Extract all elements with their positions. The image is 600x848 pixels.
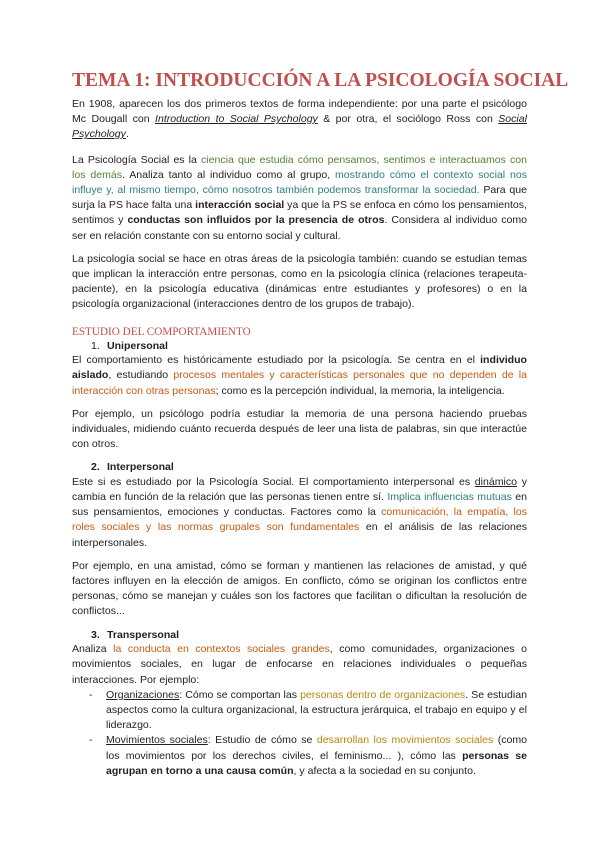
bullet-highlight: personas dentro de organizaciones	[300, 688, 466, 701]
inter-text-3: en sus pensamientos, emociones y conductas. Factores como la	[72, 491, 527, 519]
subsection-number: 2.	[91, 461, 100, 474]
def-bold-1: interacción social	[195, 199, 285, 212]
bullet-text-3: , y afecta a la sociedad en su conjunto.	[293, 764, 476, 777]
bullet-dash: -	[89, 688, 93, 701]
bullet-term: Organizaciones	[106, 688, 180, 701]
bullet-text	[106, 688, 527, 734]
inter-highlight-1: Implica influencias mutuas	[387, 491, 512, 504]
def-bold-2: conductas son influidos por la presencia de otros	[127, 214, 385, 227]
def-text-5: . Considera al individuo como ser en relación constante con su entorno social y cultural.	[72, 214, 527, 242]
bullet-text-2: (como los movimientos por los derechos civiles, el feminismo... ), cómo las	[106, 734, 528, 762]
def-highlight-1: ciencia que estudia cómo pensamos, sentimos e interactuamos con los demás	[72, 153, 528, 181]
trans-highlight-1: la conducta en contextos sociales grandes	[113, 643, 330, 656]
bullet-movimientos-sociales	[72, 733, 527, 779]
intro-text-2: & por otra, el sociólogo Ross con	[317, 113, 499, 126]
def-text-4: ya que la PS se enfoca en cómo los pensamientos, sentimos y	[72, 199, 527, 227]
bullet-highlight: desarrollan los movimientos sociales	[316, 734, 494, 747]
inter-highlight-2: comunicación, la empatía, los roles sociales y las normas grupales son fundamentales	[72, 506, 527, 534]
unipersonal-example: Por ejemplo, un psicólogo podría estudiar la memoria de una persona haciendo pruebas individuales, midiendo cuánto recuerda después de leer una lista de palabras, sin que interactúe con otros.	[72, 407, 527, 451]
def-text-1: La Psicología Social es la	[72, 153, 202, 166]
inter-text-2: y cambia en función de la relación que las personas tienen entre sí.	[72, 475, 527, 504]
subsection-number: 3.	[91, 628, 100, 641]
subsection-label: Transpersonal	[107, 628, 180, 641]
bullet-term: Movimientos sociales	[106, 734, 208, 747]
areas-paragraph: La psicología social se hace en otras áreas de la psicología también: cuando se estudian temas que implican la interacción entre personas, como en la psicología clínica (relaciones terapeuta-paciente), en la psicología educativa (dinámicas entre estudiantes y profesores) o en la psicología organizacional (interacciones dentro de los grupos de trabajo).	[72, 252, 527, 311]
intro-text-3: .	[125, 128, 129, 141]
interpersonal-paragraph	[72, 475, 527, 551]
unipersonal-paragraph	[72, 353, 527, 399]
uni-bold-1: individuo aislado	[72, 354, 527, 382]
bullet-text	[106, 733, 527, 779]
def-text-3: Para que surja la PS hace falta una	[72, 184, 527, 212]
trans-text-2: , como comunidades, organizaciones o movimientos sociales, en lugar de enfocarse en relaciones individuales o pequeñas interacciones. Por ejemplo:	[72, 643, 527, 686]
def-text-2: . Analiza tanto al individuo como al grupo,	[122, 168, 336, 181]
subsection-label: Unipersonal	[107, 339, 168, 352]
inter-text-1: Este si es estudiado por la Psicología Social. El comportamiento interpersonal es	[72, 475, 475, 488]
bullet-text-2: . Se estudian aspectos como la cultura organizacional, la estructura jerárquica, el trabajo en equipo y el liderazgo.	[106, 688, 527, 732]
subsection-label: Interpersonal	[107, 461, 174, 474]
intro-paragraph	[72, 97, 527, 143]
transpersonal-paragraph	[72, 642, 527, 688]
interpersonal-example: Por ejemplo, en una amistad, cómo se forman y mantienen las relaciones de amistad, y qué factores influyen en la elección de amigos. En conflicto, cómo se originan los conflictos entre personas, cómo se manejan y cuáles son los factores que facilitan o dificultan la resolución de conflictos...	[72, 559, 527, 618]
section-heading: ESTUDIO DEL COMPORTAMIENTO	[72, 325, 251, 338]
bullet-organizaciones	[72, 688, 527, 734]
bullet-text-1: : Cómo se comportan las	[179, 688, 301, 701]
inter-underline-1: dinámico	[474, 475, 518, 488]
subsection-number: 1.	[91, 339, 100, 352]
subsection-heading-transpersonal	[72, 628, 527, 643]
uni-highlight-1: procesos mentales y características personales que no dependen de la interacción con otras personas	[72, 369, 528, 397]
definition-paragraph	[72, 153, 527, 244]
book-title-mcdougall: Introduction to Social Psychology	[155, 113, 318, 126]
inter-text-4: en el análisis de las relaciones interpersonales.	[72, 521, 527, 549]
page-title: TEMA 1: INTRODUCCIÓN A LA PSICOLOGÍA SOCIAL	[72, 70, 569, 91]
uni-text-1: El comportamiento es históricamente estudiado por la psicología. Se centra en el	[72, 354, 481, 367]
bullet-bold: personas se agrupan en torno a una causa común	[106, 749, 527, 777]
bullet-text-1: : Estudio de cómo se	[207, 734, 317, 747]
uni-text-2: , estudiando	[108, 369, 174, 382]
uni-text-3: ; como es la percepción individual, la memoria, la inteligencia.	[215, 384, 505, 397]
trans-text-1: Analiza	[72, 643, 114, 656]
subsection-heading-unipersonal	[72, 339, 527, 354]
intro-text-1: En 1908, aparecen los dos primeros textos de forma independiente: por una parte el psicólogo Mc Dougall con	[72, 98, 527, 126]
def-highlight-2: mostrando cómo el contexto social nos influye y, al mismo tiempo, cómo nosotros también podemos transformar la sociedad.	[72, 168, 527, 197]
subsection-heading-interpersonal	[72, 460, 527, 475]
bullet-dash: -	[89, 734, 93, 747]
book-title-ross: Social Psychology	[72, 113, 527, 141]
document-page	[72, 70, 569, 779]
